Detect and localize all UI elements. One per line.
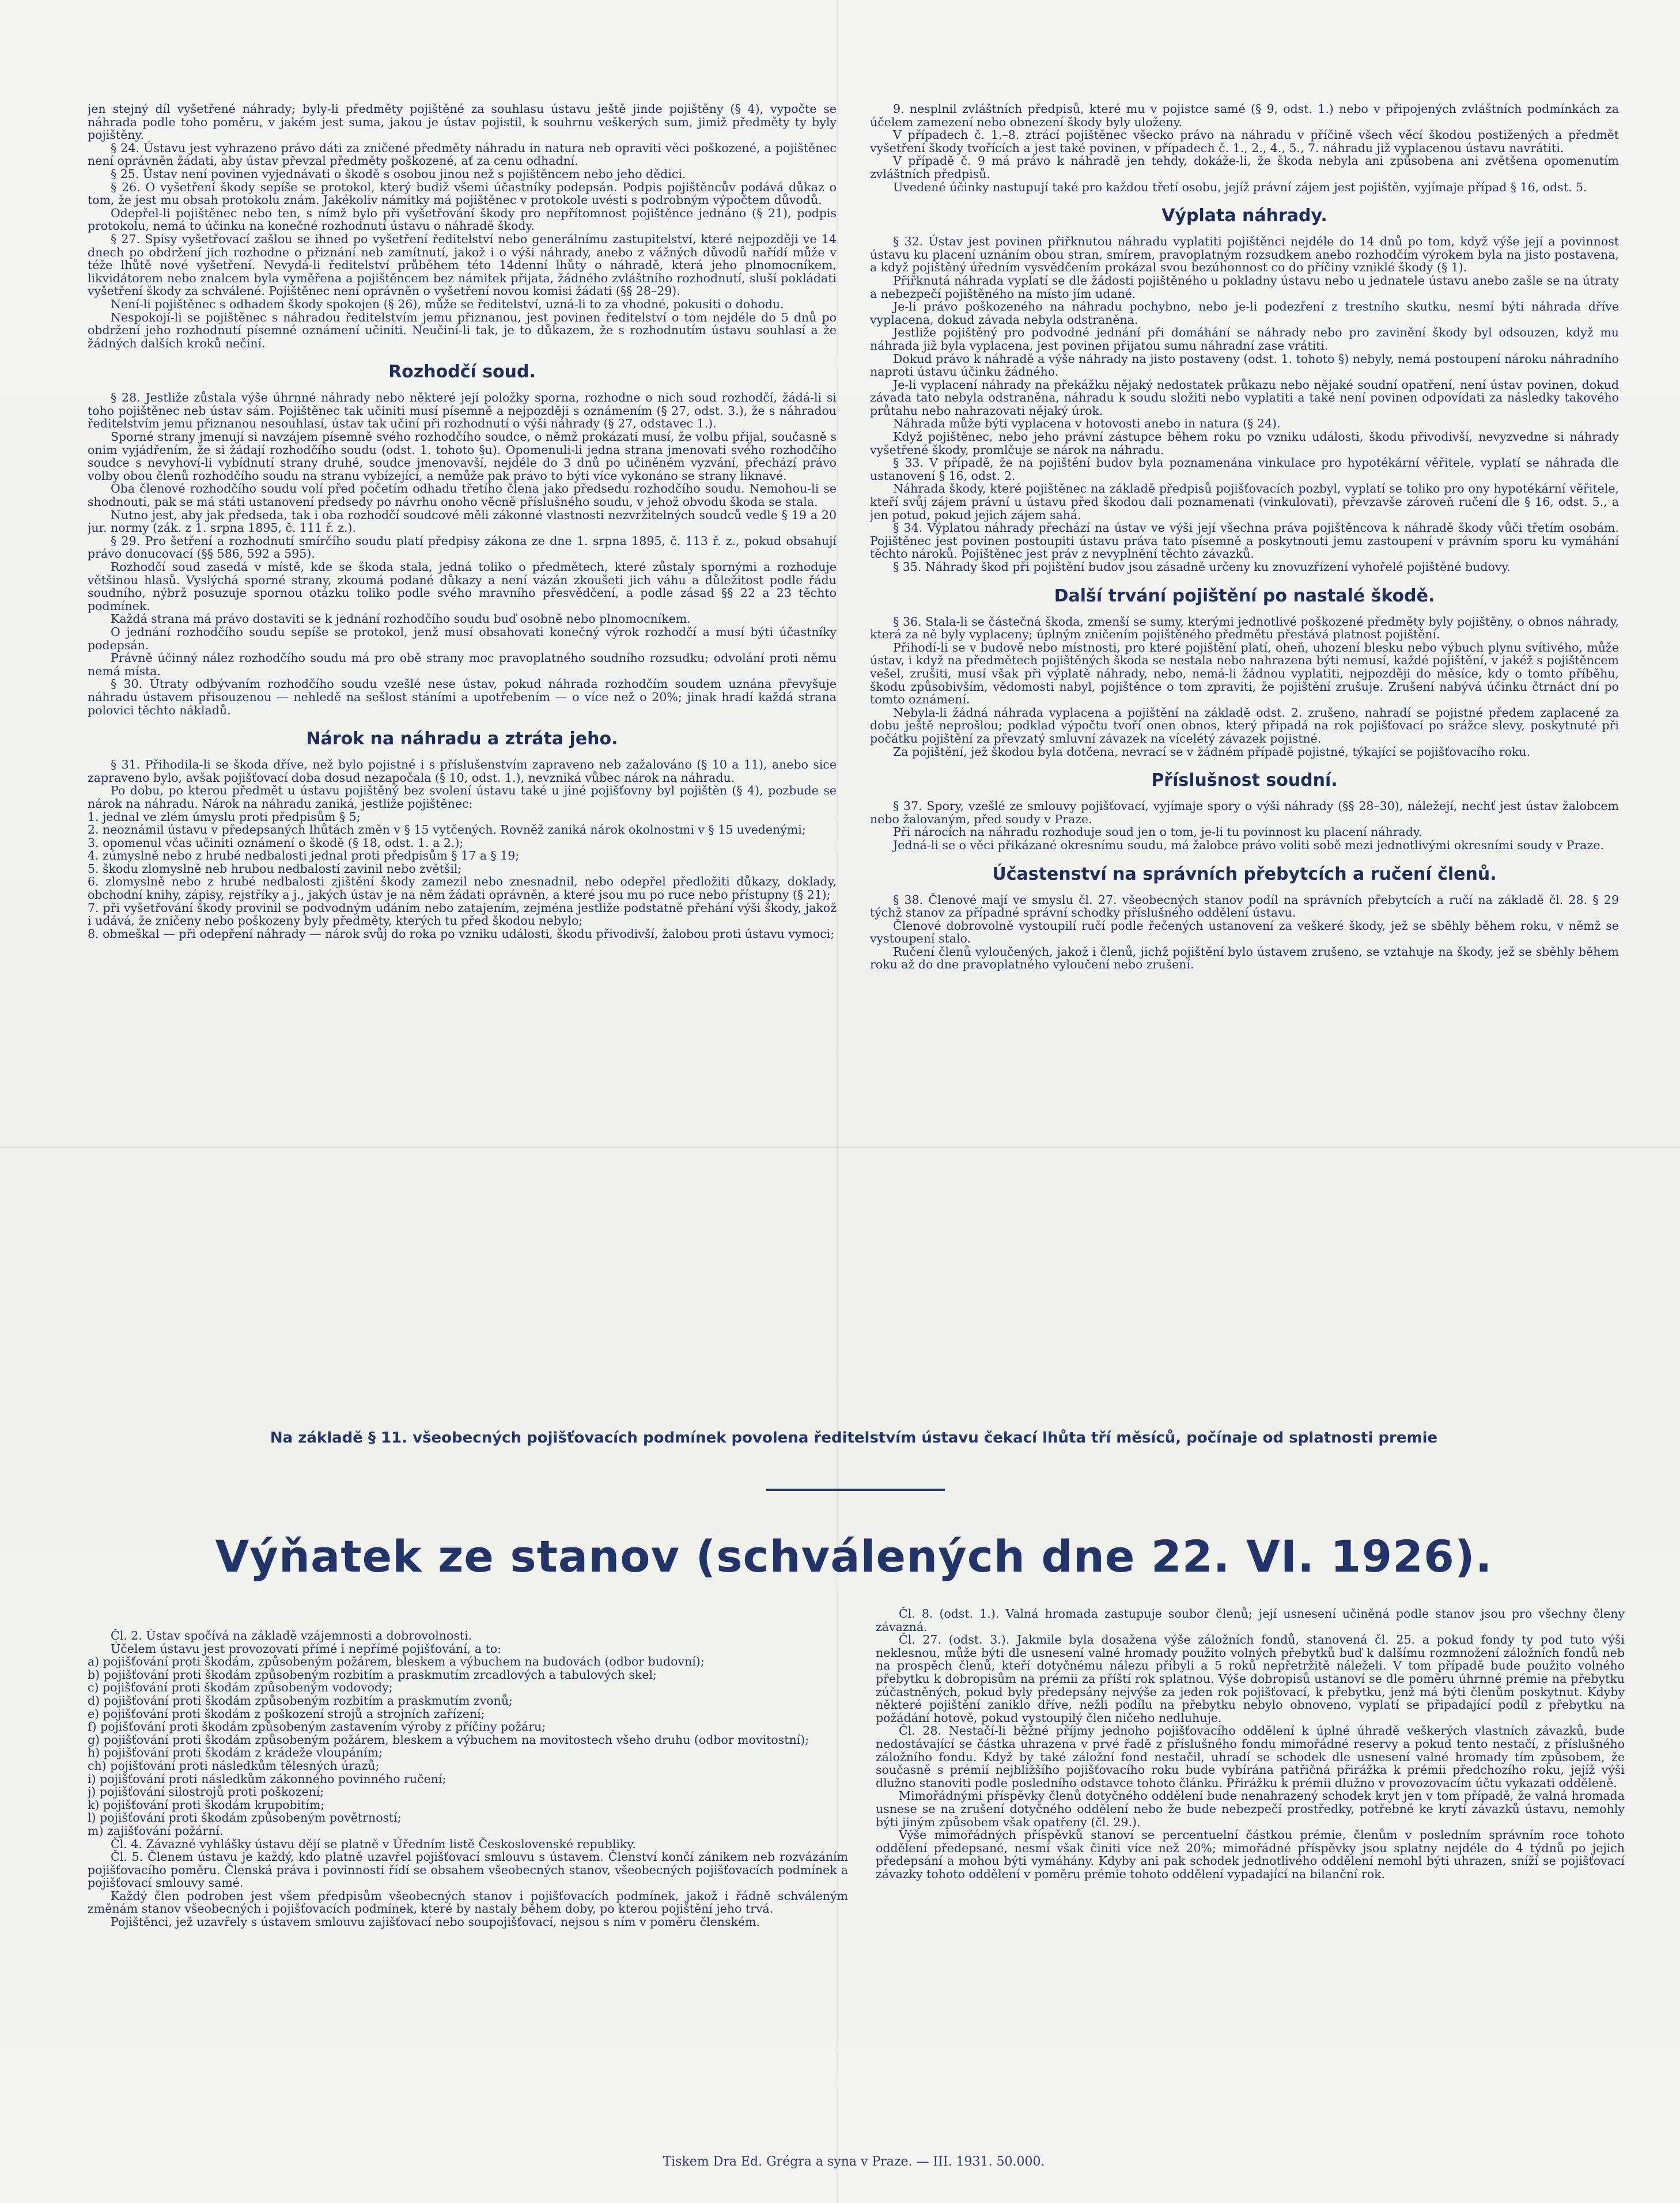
paragraph: Po dobu, po kterou předmět u ústavu pojištěný bez svolení ústavu také u jiné pojišťovny byl pojištěn (§ 4), pozbude se nárok na náhradu. Nárok na náhradu zaniká, jestliže pojištěnec: bbox=[88, 783, 837, 811]
paragraph: Sporné strany jmenují si navzájem písemně svého rozhodčího soudce, o němž prokázati musí, že volbu přijal, současně s onim vyjádřením, že si žádají rozhodčího soudu (odst. 1. tohoto §u). Opomenuli-li jedna strana jmenovati svého rozhodčího soudce s nevyhoví-li vybídnutí strany druhé, soudce jmenovavší, nejdéle do 3 dnů po učiněném vyzvání, přechází právo volby obou členů rozhodčího soudu na stranu vybízející, a nemůže pak právo to býti více vykonáno se strany liknavé. bbox=[88, 430, 837, 483]
paragraph: Každá strana má právo dostaviti se k jednání rozhodčího soudu buď osobně nebo plnomocníkem. bbox=[111, 612, 691, 626]
paragraph: Je-li právo poškozeného na náhradu pochybno, nebo je-li podezření z trestního skutku, nesmí býti náhrada dříve vyplacena, dokud závada nebyla odstraněna. bbox=[870, 300, 1619, 327]
paragraph: 9. nesplnil zvláštních předpisů, které mu v pojistce samé (§ 9, odst. 1.) nebo v připojených zvláštních podmínkách za účelem zamezení nebo obnezení škody byly uloženy. bbox=[870, 103, 1619, 129]
page-title: Výňatek ze stanov (schválených dne 22. VI. 1926). bbox=[215, 1531, 1493, 1582]
paragraph: § 29. Pro šetření a rozhodnutí smírčího soudu platí předpisy zákona ze dne 1. srpna 1895, č. 113 ř. z., pokud obsahují právo donucovací (§§ 586, 592 a 595). bbox=[88, 533, 837, 561]
paragraph: Nespokojí-li se pojištěnec s náhradou ředitelstvím jemu přiznanou, jest povinen ředitelství o tom nejdéle do 5 dnů po obdržení jeho rozhodnutí písemné oznámení učiniti. Neučiní-li tak, je to důkazem, že s rozhodnutím ústavu souhlasí a že žádných dalších kroků nečiní. bbox=[88, 310, 837, 350]
list-item: 1. jednal ve zlém úmyslu proti předpisům § 5; bbox=[88, 809, 361, 824]
paragraph: § 24. Ústavu jest vyhrazeno právo dáti za zničené předměty náhradu in natura neb opraviti věci poškozené, a pojištěnec není oprávněn žádati, aby ústav převzal předměty poškozené, ať za cenu odhadní. bbox=[88, 141, 837, 168]
paragraph: § 37. Spory, vzešlé ze smlouvy pojišťovací, vyjímaje spory o výši náhrady (§§ 28–30), náležejí, nechť jest ústav žalobcem nebo žalovaným, před soudy v Praze. bbox=[870, 799, 1619, 826]
list-item: m) zajišťování požární. bbox=[88, 1823, 224, 1838]
paragraph: § 30. Útraty odbývaním rozhodčího soudu vzešlé nese ústav, pokud náhrada rozhodčím soudem uznána převyšuje náhradu ústavem přisouzenou — nehledě na sešlost stáními a upotřebením — o více než o 20%; jinak hradí každá strana polovici těchto nákladů. bbox=[88, 677, 837, 717]
section-heading: Výplata náhrady. bbox=[1161, 206, 1327, 226]
paragraph: O jednání rozhodčího soudu sepíše se protokol, jenž musí obsahovati konečný výrok rozhodčí a musí býti účastníky podepsán. bbox=[88, 624, 837, 652]
paragraph: Přihodí-li se v budově nebo místnosti, pro které pojištění platí, oheň, uhození blesku nebo výbuch plynu svítivého, může ústav, i když na předmětech pojištěných škoda se nestala nebo nahrazena býti nemusí, každé pojištění, v jakéž s pojištěncem vešel, zrušiti, musí však při výplatě náhrady, nebo, nemá-li žádnou vyplatiti, nejpozději do měsíce, kdy o tomto příběhu, škodu způsobivším, vědomosti nabyl, pojištěnce o tom zpraviti, že pojištění zrušuje. Zrušení nabývá účinku čtrnáct dní po tomto oznámení. bbox=[870, 640, 1619, 707]
list-item: d) pojišťování proti škodám způsobeným rozbitím a praskmutím zvonů; bbox=[88, 1693, 513, 1708]
paragraph: § 34. Výplatou náhrady přechází na ústav ve výši její všechna práva pojištěncova k náhradě škody vůči třetím osobám. Pojištěnec jest povinen postoupiti ústavu práva tato písemně a poskytnouti jemu zastoupení v právním sporu ku vymáhání těchto nároků. Pojištěnec jest práv z nevyplnění těchto závazků. bbox=[870, 521, 1619, 561]
paragraph: Ručení členů vyloučených, jakož i členů, jichž pojištění bylo ústavem zrušeno, se vztahuje na škody, jež se sběhly během roku až do dne pravoplatného vyloučení nebo zrušení. bbox=[870, 944, 1619, 972]
paragraph: Každý člen podroben jest všem předpisům všeobecných stanov i pojišťovacích podmínek, jakož i řádně schváleným změnám stanov všeobecných i pojišťovacích podmínek, které by nastaly během doby, po kterou pojištění jeho trvá. bbox=[88, 1888, 848, 1916]
column-bottom-left bbox=[88, 1629, 848, 2119]
paragraph: § 27. Spisy vyšetřovací zašlou se ihned po vyšetření ředitelství nebo generálnímu zastupitelství, které nejpozději ve 14 dnech po obdržení jich rozhodne o přiznání neb zamítnutí, jakož i o výši náhrady, anebo z vážných důvodů nařídí může v téže lhůtě nové vyšetření. Nevydá-li ředitelství průběhem této 14denní lhůty o náhradě, která jeho plnomocníkem, likvidátorem nebo znalcem byla vyměřena a pojištěncem bez námitek přijata, žádného zvláštního rozhodnutí, sluší pokládati vyšetření škody za schválené. Pojištěnec není oprávněn o vyšetření novou komisi žádati (§§ 28–29). bbox=[88, 232, 837, 298]
paragraph: Nutno jest, aby jak předseda, tak i oba rozhodčí soudcové měli zákonné vlastnosti nezvržitelných soudců vedle § 19 a 20 jur. normy (zák. z 1. srpna 1895, č. 111 ř. z.). bbox=[88, 508, 837, 535]
section-heading: Účastenství na správních přebytcích a ručení členů. bbox=[992, 864, 1497, 884]
paragraph: Čl. 2. Ústav spočívá na základě vzájemnosti a dobrovolnosti. bbox=[111, 1629, 472, 1642]
list-item: g) pojišťování proti škodám způsobeným požárem, bleskem a výbuchem na movitostech všeho druhu (odbor movitostní); bbox=[88, 1732, 809, 1747]
paragraph: Oba členové rozhodčího soudu volí před početím odhadu třetího člena jako předsedu rozhodčího soudu. Nemohou-li se shodnouti, pak se má státi ustanovení předsedy po návrhu onoho věcně příslušného soudu, v jehož obvodu škoda se stala. bbox=[88, 482, 837, 509]
section-heading: Nárok na náhradu a ztráta jeho. bbox=[306, 729, 618, 750]
paragraph: § 35. Náhrady škod při pojištění budov jsou zásadně určeny ku znovuzřízení vyhořelé pojištěné budovy. bbox=[893, 560, 1511, 574]
paragraph: Za pojištění, jež škodou byla dotčena, nevrací se v žádném případě pojistné, týkající se pojišťovacího roku. bbox=[893, 744, 1531, 759]
paragraph: § 31. Přihodila-li se škoda dříve, než bylo pojistné i s příslušenstvím zapraveno neb zažalováno (§ 10 a 11), anebo sice zapraveno bylo, avšak pojišťovací doba dosud nezapočala (§ 10, odst. 1.), nevzniká vůbec nárok na náhradu. bbox=[88, 758, 837, 785]
paragraph: Přiřknutá náhrada vyplatí se dle žádosti pojištěného u pokladny ústavu nebo u jednatele ústavu anebo zašle se na útraty a nebezpečí pojištěného na místo jím udané. bbox=[870, 273, 1619, 301]
paragraph: Nebyla-li žádná náhrada vyplacena a pojištění na základě odst. 2. zrušeno, nahradí se pojistné předem zaplacené za dobu ještě neprošlou; podklad výpočtu tvoří onen obnos, který připadá na rok pojišťovací po srážce slevy, poskytnuté při počátku pojištění za převzatý smluvní závazek na vícelétý závazek pojistné. bbox=[870, 705, 1619, 745]
list-item: 3. opomenul včas učiniti oznámení o škodě (§ 18, odst. 1. a 2.); bbox=[88, 835, 464, 850]
paragraph: Mimořádnými příspěvky členů dotyčného oddělení bude nenahrazený schodek kryt jen v tom případě, že valná hromada usnese se na zrušení dotyčného oddělení nebo že bude nebezpečí prostředky, potřebné ke krytí závazků ústavu, nemohly býti jiným způsobem však opatřeny (čl. 29.). bbox=[876, 1789, 1625, 1829]
paragraph: Jestliže pojištěný pro podvodné jednání při domáhání se náhrady nebo pro zavinění škody byl odsouzen, když mu náhrada již byla vyplacena, jest povinen přijatou sumu náhradní zase vrátiti. bbox=[870, 325, 1619, 353]
list-item: c) pojišťování proti škodám způsobeným vodovody; bbox=[88, 1680, 393, 1695]
paragraph: Dokud právo k náhradě a výše náhrady na jisto postaveny (odst. 1. tohoto §) nebyly, nemá postoupení nároku náhradního naproti ústavu účinku žádného. bbox=[870, 351, 1619, 379]
paragraph: Je-li vyplacení náhrady na překážku nějaký nedostatek průkazu nebo nějaké soudní opatření, není ústav povinen, dokud závada tato nebyla odstraněna, náhradu k soudu složiti nebo vyplatiti a také není povinen odpovídati za následky takového průtahu nebo nahrazovati nějaký úrok. bbox=[870, 377, 1619, 418]
column-top-right bbox=[870, 103, 1619, 1128]
paragraph: § 32. Ústav jest povinen přiřknutou náhradu vyplatiti pojištěnci nejdéle do 14 dnů po tom, když výše její a povinnost ústavu ku placení uznáním obou stran, smírem, pravoplatným rozsudkem anebo rozhodčím výrokem byla na jisto postavena, a když pojištěný úředním vysvědčením prokázal svou bezúhonnost co do příčiny vzniklé škody (§ 1). bbox=[870, 234, 1619, 275]
column-bottom-right bbox=[876, 1607, 1625, 2114]
list-item: 7. při vyšetřování škody provinil se podvodným udáním nebo zatajením, zejména jestliže podstatně přehání výši škody, jakož i udává, že zničeny nebo poškozeny byly předměty, kterých tu před škodou nebylo; bbox=[88, 900, 837, 928]
list-item: 6. zlomyslně nebo z hrubé nedbalosti zjištění škody zamezil nebo znesnadnil, nebo odepřel předložiti důkazy, doklady, obchodní knihy, zápisy, rejstříky a j., jakých ústav je na něm žádati oprávněn, a které jsou mu po ruce nebo přístupny (§ 21); bbox=[88, 875, 837, 902]
paragraph: Odepřel-li pojištěnec nebo ten, s nímž bylo při vyšetřování škody pro nepřítomnost pojištěnce jednáno (§ 21), podpis protokolu, nemá to účinku na konečné rozhodnutí ústavu o náhradě škody. bbox=[88, 206, 837, 233]
paragraph: Náhrada může býti vyplacena v hotovosti anebo in natura (§ 24). bbox=[893, 417, 1281, 431]
list-item: f) pojišťování proti škodám způsobeným zastavením výroby z příčiny požáru; bbox=[88, 1720, 546, 1734]
column-top-left bbox=[88, 103, 837, 1116]
list-item: j) pojišťování silostrojů proti poškození; bbox=[88, 1785, 324, 1799]
list-item: e) pojišťování proti škodám z poškození strojů a strojních zařízení; bbox=[88, 1706, 485, 1721]
paragraph: Při nárocích na náhradu rozhoduje soud jen o tom, je-li tu povinnost ku placení náhrady. bbox=[893, 825, 1422, 839]
printer-imprint: Tiskem Dra Ed. Grégra a syna v Praze. — III. 1931. 50.000. bbox=[663, 2155, 1045, 2169]
list-item: 2. neoznámil ústavu v předepsaných lhůtách změn v § 15 vytčených. Rovněž zaniká nárok okolnostmi v § 15 uvedenými; bbox=[88, 823, 806, 837]
paragraph: Čl. 8. (odst. 1.). Valná hromada zastupuje soubor členů; její usnesení učiněná podle stanov jsou pro všechny členy závazná. bbox=[876, 1607, 1625, 1634]
section-heading: Další trvání pojištění po nastalé škodě. bbox=[1054, 585, 1435, 606]
paragraph: Pojištěnci, jež uzavřely s ústavem smlouvu zajišťovací nebo soupojišťovací, nejsou s ním v poměru členském. bbox=[111, 1915, 760, 1929]
section-heading: Příslušnost soudní. bbox=[1151, 770, 1338, 791]
paragraph: Čl. 5. Členem ústavu je každý, kdo platně uzavřel pojišťovací smlouvu s ústavem. Členství končí zánikem neb rozvázáním pojišťovacího poměru. Členská práva i povinnosti řídí se obsahem všeobecných stanov, všeobecných pojišťovacích podmínek a pojišťovací smlouvy samé. bbox=[88, 1850, 848, 1890]
paragraph: § 25. Ústav není povinen vyjednávati o škodě s osobou jinou než s pojištěncem nebo jeho dědici. bbox=[111, 166, 686, 181]
paragraph: Právně účinný nález rozhodčího soudu má pro obě strany moc pravoplatného soudního rozsudku; odvolání proti němu nemá místa. bbox=[88, 651, 837, 678]
paragraph: Čl. 4. Závazné vyhlášky ústavu dějí se platně v Úředním listě Československé republiky. bbox=[111, 1837, 636, 1851]
paragraph: § 28. Jestliže zůstala výše úhrnné náhrady nebo některé její položky sporna, rozhodne o nich soud rozhodčí, žádá-li si toho pojištěnec neb ústav sám. Pojištěnec tak učiniti musí písemně a nejpozději s oznámením (§ 27, odst. 3.), že s náhradou ředitelstvím jemu přiznanou nesouhlasí, ústav tak učiní při rozhodnutí o výši náhrady (§ 27, odstavec 1.). bbox=[88, 391, 837, 431]
list-item: l) pojišťování proti škodám způsobeným povětrností; bbox=[88, 1811, 402, 1825]
list-item: a) pojišťování proti škodám, způsobeným požárem, bleskem a výbuchem na budovách (odbor budovní); bbox=[88, 1655, 705, 1669]
divider-rule bbox=[766, 1489, 945, 1491]
section-heading: Rozhodčí soud. bbox=[388, 362, 536, 383]
paragraph: Když pojištěnec, nebo jeho právní zástupce během roku po vzniku události, škodu přivodivší, nevyzvedne si náhrady vyšetřené škody, promlčuje se nárok na náhradu. bbox=[870, 430, 1619, 457]
list-item: 5. škodu zlomyslně neb hrubou nedbalostí zavinil nebo zvětšil; bbox=[88, 861, 462, 876]
paragraph: Uvedené účinky nastupují také pro každou třetí osobu, jejíž právní zájem jest pojištěn, vyjímaje případ § 16, odst. 5. bbox=[893, 180, 1587, 194]
paragraph: § 26. O vyšetření škody sepíše se protokol, který budiž všemi účastníky podepsán. Podpis pojištěncův podává důkaz o tom, že jest mu obsah protokolu znám. Jakékoliv námitky má pojištěnec v protokole uvésti s podrobným výpočtem důvodů. bbox=[88, 180, 837, 207]
paragraph: jen stejný díl vyšetřené náhrady; byly-li předměty pojištěné za souhlasu ústavu ještě jinde pojištěny (§ 4), vypočte se náhrada podle toho poměru, v jakém jest suma, jakou je ústav pojistil, k souhrnu veškerých sum, jimiž předměty ty byly pojištěny. bbox=[88, 103, 837, 142]
paragraph: Výše mimořádných příspěvků stanoví se percentuelní částkou prémie, členům v posledním správním roce tohoto oddělení předepsané, nesmí však činiti více než 20%; mimořádné příspěvky jsou splatny nejdéle do 4 týdnů po jejich předepsání a mohou býti vymáhány. Kdyby ani pak schodek jednotlivého oddělení nemohl býti uhrazen, sníží se pojišťovací závazky tohoto oddělení v poměru prémie tohoto oddělení vypadající na bilanční rok. bbox=[876, 1828, 1625, 1881]
paragraph: Rozhodčí soud zasedá v místě, kde se škoda stala, jedná toliko o předmětech, které zůstaly spornými a rozhoduje většinou hlasů. Vyslýchá sporné strany, zkoumá podané důkazy a není vázán zkoušeti jich váhu a důležitost podle řádu soudního, nýbrž posuzuje spornou otázku toliko podle svého mravního přesvědčení, a podle zásad §§ 22 a 23 těchto podmínek. bbox=[88, 560, 837, 613]
paragraph: V případech č. 1.–8. ztrácí pojištěnec všecko právo na náhradu v příčině všech věcí škodou postižených a předmět vyšetření škody tvořících a jest také povinen, v případech č. 1., 2., 4., 5., 7. náhradu již vyplacenou ústavu navrátiti. bbox=[870, 128, 1619, 155]
paragraph: § 38. Členové mají ve smyslu čl. 27. všeobecných stanov podíl na správních přebytcích a ručí na základě čl. 28. § 29 týchž stanov za případné správní schodky příslušného oddělení ústavu. bbox=[870, 892, 1619, 920]
paragraph: Čl. 28. Nestačí-li běžné příjmy jednoho pojišťovacího oddělení k úplné úhradě veškerých vlastních závazků, bude nedostávající se částka uhrazena v prvé řadě z příslušného fondu mimořádné reservy a pokud tento nestačí, z příslušného záložního fondu. Když by také záložní fond nestačil, uhradí se schodek dle usnesení valné hromady tím způsobem, že současně s prémií nejbližšího pojišťovacího roku bude vybírána patřičná přirážka k prémii předchozího roku, jejíž výši dlužno stanoviti podle posledního odstavce tohoto článku. Přirážku k prémii dlužno v provozovacím účtu vykazati odděleně. bbox=[876, 1724, 1625, 1790]
list-item: h) pojišťování proti škodám z krádeže vloupáním; bbox=[88, 1746, 383, 1760]
paragraph: § 33. V případě, že na pojištění budov byla poznamenána vinkulace pro hypotékární věřitele, vyplatí se náhrada dle ustanovení § 16, odst. 2. bbox=[870, 456, 1619, 483]
paragraph: Členové dobrovolně vystoupilí ručí podle řečených ustanovení za veškeré škody, jež se sběhly během roku, v němž se vystoupení stalo. bbox=[870, 918, 1619, 946]
paragraph: Náhrada škody, které pojištěnec na základě předpisů pojišťovacích pozbyl, vyplatí se toliko pro ony hypotékární věřitele, kteří svůj zájem právní u ústavu před škodou dali poznamenati (vinkulovati), převzavše zároveň ručení dle § 16, odst. 5., a jen potud, pokud jejich zájem sahá. bbox=[870, 482, 1619, 522]
list-item: b) pojišťování proti škodám způsobeným rozbitím a praskmutím zrcadlových a tabulových skel; bbox=[88, 1667, 657, 1682]
paragraph: V případě č. 9 má právo k náhradě jen tehdy, dokáže-li, že škoda nebyla ani způsobena ani zvětšena opomenutím zvláštních předpisů. bbox=[870, 154, 1619, 181]
list-item: 8. obmeškal — při odepření náhrady — nárok svůj do roka po vzniku události, škodu přivodivší, žalobou proti ústavu vymoci; bbox=[88, 926, 835, 941]
paragraph: Jedná-li se o věci přikázané okresnímu soudu, má žalobce právo voliti sobě mezi jednotlivými okresními soudy v Praze. bbox=[893, 838, 1604, 852]
paper-fold-horizontal bbox=[0, 1146, 1680, 1148]
notice-line: Na základě § 11. všeobecných pojišťovacích podmínek povolena ředitelstvím ústavu čekací lhůta tří měsíců, počínaje od splatnosti premie bbox=[270, 1429, 1438, 1447]
paragraph: Čl. 27. (odst. 3.). Jakmile byla dosažena výše záložních fondů, stanovená čl. 25. a pokud fondy ty pod tuto výši neklesnou, může býti dle usnesení valné hromady použito volných přebytků buď k dalšímu rozmnožení záložních fondů neb na prospěch členů, kteří dotyčnému nálezu přibyli a 5 roků nepřetržitě náleželi. V tom případě bude použito volného přebytku k dobropisům na prémii za příští rok splatnou. Výše dobropisů ustanoví se dle poměru úhrnné prémie na přebytku zúčastněných, pokud byly předepsány nejvýše za jeden rok pojišťovací, k přebytku, jenž má býti členům poskytnut. Kdyby některé pojištění zaniklo dříve, nežli podílu na přebytku nebylo obnoveno, vyplatí se připadající podíl z přebytku na požádání hotově, pokud vystoupilý člen ničeho nedluhuje. bbox=[876, 1633, 1625, 1725]
list-item: 4. zúmyslně nebo z hrubé nedbalosti jednal proti předpisům § 17 a § 19; bbox=[88, 849, 520, 863]
list-item: i) pojišťování proti následkům zákonného povinného ručení; bbox=[88, 1772, 447, 1786]
list-item: ch) pojišťování proti následkům tělesných úrazů; bbox=[88, 1758, 380, 1773]
list-item: k) pojišťování proti škodám krupobitím; bbox=[88, 1797, 325, 1812]
paragraph: Není-li pojištěnec s odhadem škody spokojen (§ 26), může se ředitelství, uzná-li to za vhodné, pokusiti o dohodu. bbox=[111, 297, 784, 311]
paragraph: Účelem ústavu jest provozovati přímé i nepřímé pojišťování, a to: bbox=[111, 1641, 502, 1656]
paragraph: § 36. Stala-li se částečná škoda, zmenší se sumy, kterými jednotlivé poškozené předměty byly pojištěny, o obnos náhrady, která za ně byly vyplaceny; úplným zničením pojištěného předmětu přestává platnost pojištění. bbox=[870, 614, 1619, 642]
